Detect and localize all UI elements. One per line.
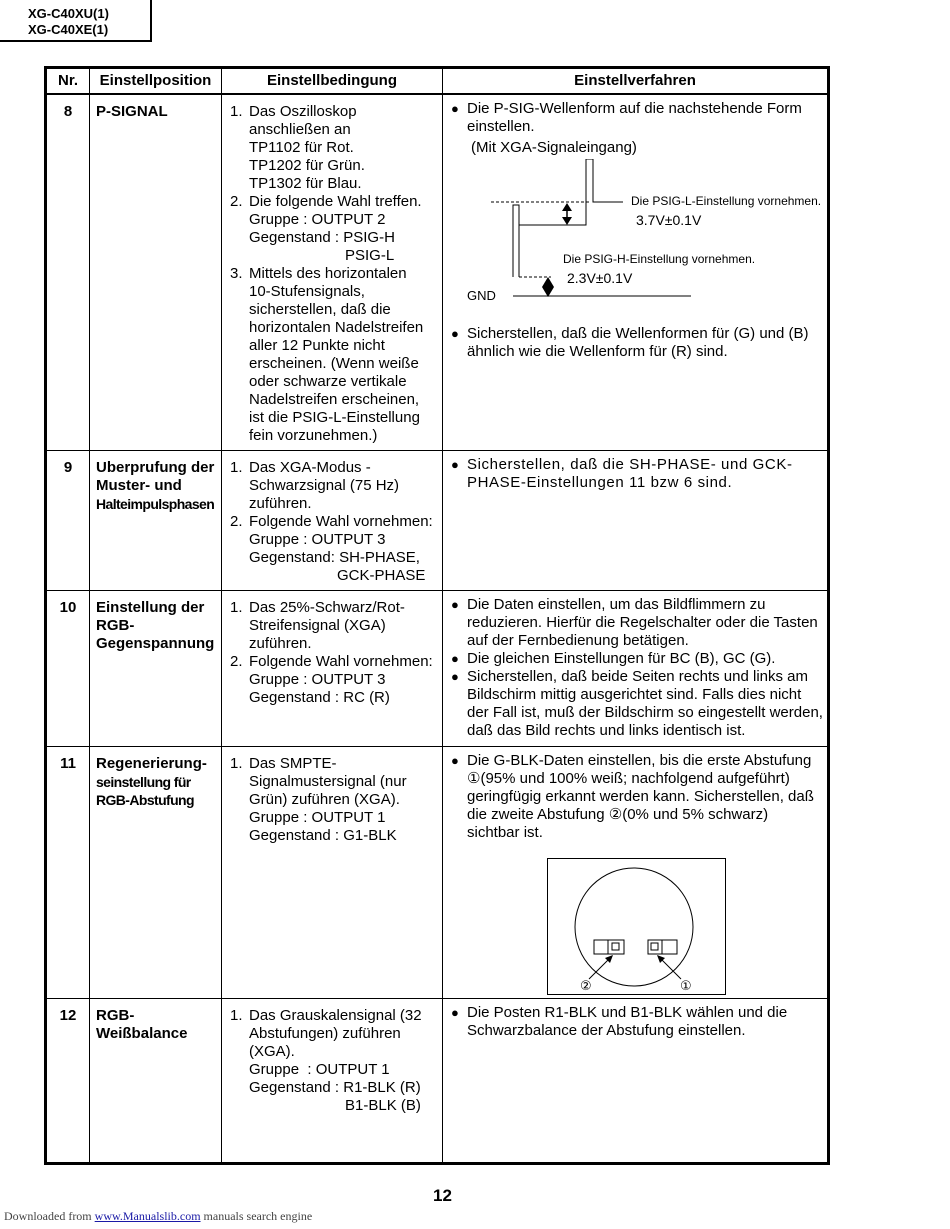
condition-item [230, 1007, 438, 1115]
condition-line: aller 12 Punkte nicht [249, 337, 385, 354]
position-line: seinstellung für [96, 773, 191, 790]
condition-line: Abstufungen) zuführen [249, 1024, 401, 1042]
condition-line: Grün) zuführen (XGA). [249, 790, 400, 808]
condition-line: horizontalen Nadelstreifen [249, 319, 424, 336]
condition-line: Mittels des horizontalen [249, 265, 407, 282]
condition-item [230, 755, 438, 845]
condition-item [230, 193, 438, 265]
marker-1: ① [680, 978, 692, 994]
col-header-nr: Nr. [46, 68, 90, 95]
item-number: 2. [230, 512, 243, 530]
page-number: 12 [433, 1186, 452, 1205]
gegenstand-value-2: GCK-PHASE [337, 566, 426, 584]
condition-line: Das Oszilloskop [249, 103, 357, 120]
condition-line: Das 25%-Schwarz/Rot- [249, 598, 405, 616]
position-line: Einstellung der [96, 598, 205, 616]
bullet-text: Die gleichen Einstellungen für BC (B), GC (G). [467, 649, 776, 667]
row-position [90, 590, 222, 746]
condition-item [230, 599, 438, 653]
condition-line: Das XGA-Modus - [249, 458, 371, 476]
gruppe-value: OUTPUT 1 [315, 1060, 390, 1078]
bullet-text: Die G-BLK-Daten einstellen, bis die erste Abstufung ①(95% und 100% weiß; nachfolgend aufgeführt) geringfügig erkannt werden kann. Sicherstellen, daß die zweite Abstufung ②(0% und 5% schwarz) sichtbar ist. [467, 751, 814, 841]
position-line: RGB- [96, 1006, 135, 1024]
item-number: 1. [230, 598, 243, 616]
position-line: Halteimpulsphasen [96, 495, 215, 512]
bullet-icon: ● [451, 596, 459, 612]
position-line: RGB- [96, 616, 135, 634]
table-row [46, 590, 829, 746]
item-number: 1. [230, 458, 243, 476]
col-header-position: Einstellposition [90, 68, 222, 95]
condition-item [230, 513, 438, 585]
condition-line: (XGA). [249, 1042, 295, 1060]
bullet-item [451, 100, 823, 136]
gegenstand-label: Gegenstand : [249, 688, 344, 706]
row-number: 12 [46, 998, 90, 1164]
gruppe-label: Gruppe : [249, 530, 312, 548]
row-condition [222, 590, 443, 746]
bullet-icon: ● [451, 456, 459, 472]
item-number: 1. [230, 754, 243, 772]
row-procedure [443, 746, 829, 998]
bullet-text: Die Posten R1-BLK und B1-BLK wählen und die Schwarzbalance der Abstufung einstellen. [467, 1003, 788, 1039]
gegenstand-value-2: PSIG-L [345, 247, 395, 264]
row-condition [222, 94, 443, 450]
bullet-item [451, 650, 823, 668]
gegenstand-value: RC (R) [343, 688, 390, 706]
gegenstand-label: Gegenstand : [249, 826, 344, 844]
condition-line: fein vorzunehmen.) [249, 427, 378, 444]
position-line: Muster- und [96, 476, 182, 494]
psig-h-diamond-icon [542, 277, 554, 297]
arrow-down-icon [562, 217, 572, 225]
bullet-item [451, 752, 823, 842]
table-row [46, 94, 829, 450]
condition-line: ist die PSIG-L-Einstellung [249, 409, 420, 426]
position-line: Uberprufung der [96, 458, 215, 476]
row-number: 10 [46, 590, 90, 746]
condition-line: Die folgende Wahl treffen. [249, 193, 422, 210]
download-footer [4, 1209, 312, 1224]
bullet-icon: ● [451, 668, 459, 684]
item-number: 1. [230, 103, 243, 120]
gegenstand-label: Gegenstand : [249, 229, 344, 246]
condition-line: erscheinen. (Wenn weiße [249, 355, 419, 372]
row-number: 9 [46, 450, 90, 590]
gruppe-label: Gruppe : [249, 808, 312, 826]
bullet-text: Sicherstellen, daß beide Seiten rechts und links am Bildschirm mittig ausgerichtet sind. Falls dies nicht der Fall ist, muß der Bildschirm so eingestellt werden, daß das Bild rechts und links identisch ist. [467, 667, 823, 739]
condition-item [230, 265, 438, 445]
condition-line: TP1202 für Grün. [249, 157, 365, 174]
row-position [90, 746, 222, 998]
gruppe-label: Gruppe : [249, 1060, 316, 1078]
gegenstand-value: G1-BLK [343, 826, 397, 844]
gruppe-label: Gruppe : [249, 670, 312, 688]
table-row [46, 746, 829, 998]
bullet-icon: ● [451, 326, 459, 341]
row-procedure [443, 998, 829, 1164]
row-position [90, 94, 222, 450]
col-header-procedure: Einstellverfahren [443, 68, 829, 95]
condition-line: Das Grauskalensignal (32 [249, 1006, 422, 1024]
gegenstand-label: Gegenstand : [249, 1078, 344, 1096]
psig-l-label: Die PSIG-L-Einstellung vornehmen. [631, 194, 821, 208]
condition-line: 10-Stufensignals, [249, 283, 365, 300]
col-header-condition: Einstellbedingung [222, 68, 443, 95]
row-number: 8 [46, 94, 90, 450]
gruppe-value: OUTPUT 3 [311, 530, 386, 548]
table-row [46, 998, 829, 1164]
row-number: 11 [46, 746, 90, 998]
item-number: 2. [230, 652, 243, 670]
position-line: RGB-Abstufung [96, 791, 194, 808]
table-header-row [46, 68, 829, 95]
condition-line: Signalmustersignal (nur [249, 772, 407, 790]
waveform-pulse-right [519, 159, 623, 225]
signal-note: (Mit XGA-Signaleingang) [471, 139, 637, 156]
row-procedure [443, 450, 829, 590]
bullet-text: Die P-SIG-Wellenform auf die nachstehende Form einstellen. [467, 100, 802, 135]
condition-line: sicherstellen, daß die [249, 301, 391, 318]
waveform-diagram [451, 159, 821, 319]
position-line: Regenerierung- [96, 754, 207, 772]
bullet-item [451, 1004, 823, 1040]
item-number: 3. [230, 265, 243, 282]
row-condition [222, 450, 443, 590]
row-position [90, 998, 222, 1164]
bullet-item [451, 325, 823, 361]
footer-prefix: Downloaded from [4, 1209, 95, 1223]
position-line: Gegenspannung [96, 634, 215, 652]
condition-item [230, 653, 438, 707]
row-procedure [443, 94, 829, 450]
bullet-item [451, 456, 823, 492]
gruppe-value: OUTPUT 1 [311, 808, 386, 826]
psig-h-value: 2.3V±0.1V [567, 270, 633, 286]
table-row [46, 450, 829, 590]
gnd-label: GND [467, 288, 496, 303]
condition-line: zuführen. [249, 634, 312, 652]
row-condition [222, 998, 443, 1164]
arrow-up-icon [562, 203, 572, 211]
marker-2: ② [580, 978, 592, 994]
bullet-text: Die Daten einstellen, um das Bildflimmern zu reduzieren. Hierfür die Regelschalter oder die Tasten auf der Fernbedienung betätigen. [467, 595, 818, 649]
row-position [90, 450, 222, 590]
item-number: 1. [230, 1006, 243, 1024]
bullet-item [451, 668, 823, 740]
screen-frame [548, 858, 726, 994]
condition-line: Nadelstreifen erscheinen, [249, 391, 420, 408]
footer-suffix: manuals search engine [200, 1209, 313, 1223]
gegenstand-value: SH-PHASE, [339, 548, 420, 566]
condition-line: zuführen. [249, 494, 312, 512]
bullet-icon: ● [451, 650, 459, 666]
condition-line: Schwarzsignal (75 Hz) [249, 476, 400, 494]
condition-line: TP1102 für Rot. [249, 139, 354, 156]
position-line: P-SIGNAL [96, 103, 168, 120]
psig-l-value: 3.7V±0.1V [636, 212, 702, 228]
psig-h-label: Die PSIG-H-Einstellung vornehmen. [563, 252, 756, 266]
adjustment-table [44, 66, 830, 1165]
model-number-1: XG-C40XU(1) [28, 6, 109, 21]
smpte-pattern-diagram [547, 858, 727, 996]
gegenstand-label: Gegenstand: [249, 548, 340, 566]
row-procedure [443, 590, 829, 746]
condition-line: TP1302 für Blau. [249, 175, 362, 192]
bullet-text: Sicherstellen, daß die Wellenformen für (G) und (B) ähnlich wie die Wellenform für (R) sind. [467, 325, 809, 360]
bullet-icon: ● [451, 752, 459, 768]
condition-line: Das SMPTE- [249, 754, 337, 772]
condition-line: Folgende Wahl vornehmen: [249, 652, 433, 670]
condition-line: Streifensignal (XGA) [249, 616, 386, 634]
gegenstand-value: R1-BLK (R) [343, 1078, 421, 1096]
bullet-icon: ● [451, 101, 459, 116]
gruppe-value: OUTPUT 2 [311, 211, 386, 228]
waveform-pulse-left [513, 205, 519, 277]
item-number: 2. [230, 193, 243, 210]
gegenstand-value-2: B1-BLK (B) [345, 1096, 421, 1114]
row-condition [222, 746, 443, 998]
gegenstand-value: PSIG-H [343, 229, 395, 246]
condition-item [230, 103, 438, 193]
condition-line: oder schwarze vertikale [249, 373, 407, 390]
bullet-icon: ● [451, 1004, 459, 1020]
manualslib-link[interactable]: www.Manualslib.com [94, 1209, 201, 1223]
model-number-2: XG-C40XE(1) [28, 22, 109, 37]
condition-line: anschließen an [249, 121, 351, 138]
bullet-item [451, 596, 823, 650]
condition-item [230, 459, 438, 513]
position-line: Weißbalance [96, 1024, 188, 1042]
condition-line: Folgende Wahl vornehmen: [249, 512, 433, 530]
gruppe-label: Gruppe : [249, 211, 312, 228]
model-label-box [0, 0, 152, 42]
gruppe-value: OUTPUT 3 [311, 670, 386, 688]
bullet-text: Sicherstellen, daß die SH-PHASE- und GCK-PHASE-Einstellungen 11 bzw 6 sind. [467, 455, 793, 491]
